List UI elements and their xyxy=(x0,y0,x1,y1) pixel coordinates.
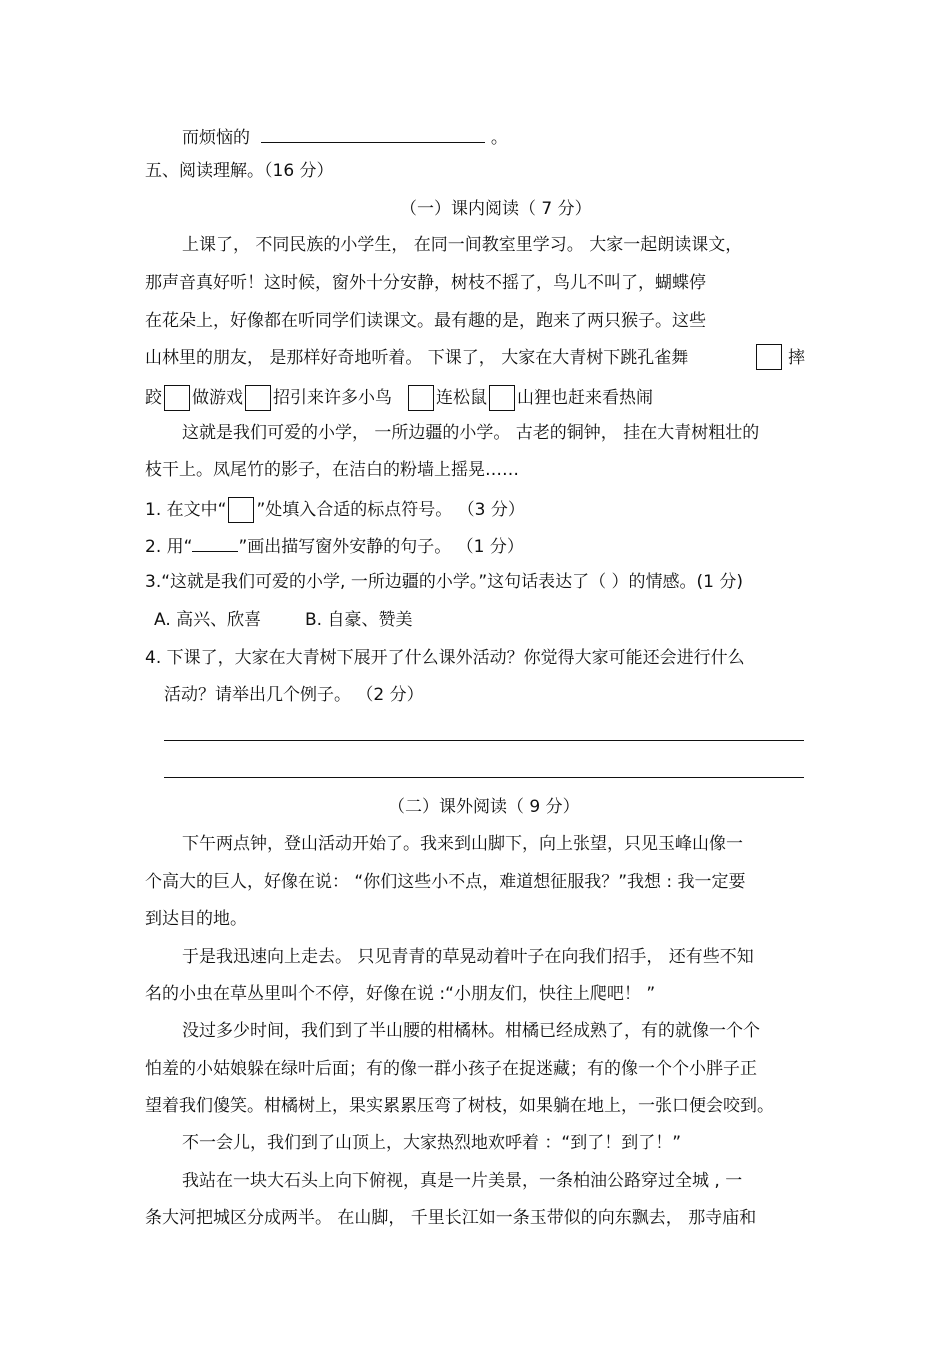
section-title: 五、阅读理解。（16 分） xyxy=(145,161,334,181)
reading2-heading: （二）课外阅读（ 9 分） xyxy=(388,797,580,817)
passage2-line: 望着我们傻笑。柑橘树上，果实累累压弯了树枝，如果躺在地上，一张口便会咬到。 xyxy=(145,1096,774,1116)
option-a[interactable]: A. 高兴、欣喜 xyxy=(154,610,262,630)
passage2-line: 不一会儿，我们到了山顶上，大家热烈地欢呼着 ：“到了！到了！” xyxy=(182,1133,682,1153)
question-text: ”画出描写窗外安静的句子。 （1 分） xyxy=(238,537,524,557)
passage2-line: 我站在一块大石头上向下俯视，真是一片美景，一条柏油公路穿过全城 , 一 xyxy=(182,1171,743,1191)
passage2-line: 名的小虫在草丛里叫个不停，好像在说 :“小朋友们，快往上爬吧！ ” xyxy=(145,984,656,1004)
question-4-cont: 活动？请举出几个例子。 （2 分） xyxy=(164,685,424,705)
passage1-line-end: 摔 xyxy=(788,348,805,368)
passage2-line: 个高大的巨人，好像在说： “你们这些小不点，难道想征服我？”我想 : 我一定要 xyxy=(145,872,746,892)
question-text: 2. 用“ xyxy=(145,537,193,557)
passage1-text: 招引来许多小鸟 xyxy=(273,388,392,408)
punctuation-box[interactable] xyxy=(756,344,782,370)
option-b[interactable]: B. 自豪、赞美 xyxy=(305,610,413,630)
answer-line[interactable] xyxy=(164,740,804,741)
question-text: ”处填入合适的标点符号。 （3 分） xyxy=(256,500,525,520)
answer-line[interactable] xyxy=(164,777,804,778)
question-3: 3.“这就是我们可爱的小学, 一所边疆的小学。”这句话表达了（ ）的情感。(1 分) xyxy=(145,572,744,592)
question-4: 4. 下课了，大家在大青树下展开了什么课外活动？你觉得大家可能还会进行什么 xyxy=(145,648,745,668)
reading1-heading: （一）课内阅读（ 7 分） xyxy=(400,199,592,219)
passage2-line: 没过多少时间，我们到了半山腰的柑橘林。柑橘已经成熟了，有的就像一个个 xyxy=(182,1021,760,1041)
passage2-line: 下午两点钟，登山活动开始了。我来到山脚下，向上张望，只见玉峰山像一 xyxy=(182,834,743,854)
passage1-line-5 xyxy=(145,385,653,411)
passage2-line: 条大河把城区分成两半。 在山脚， 千里长江如一条玉带似的向东飘去， 那寺庙和 xyxy=(145,1208,757,1228)
passage1-text: 山狸也赶来看热闹 xyxy=(517,388,653,408)
passage1-line: 在花朵上，好像都在听同学们读课文。最有趣的是，跑来了两只猴子。这些 xyxy=(145,311,706,331)
underline-sample xyxy=(192,535,238,552)
question-1 xyxy=(145,497,525,523)
passage1-text: 做游戏 xyxy=(192,388,243,408)
passage1-line: 这就是我们可爱的小学， 一所边疆的小学。 古老的铜钟， 挂在大青树粗壮的 xyxy=(182,423,760,443)
passage1-line: 山林里的朋友， 是那样好奇地听着。 下课了， 大家在大青树下跳孔雀舞 xyxy=(145,348,689,368)
passage1-text: 跤 xyxy=(145,388,162,408)
passage1-line: 上课了， 不同民族的小学生， 在同一间教室里学习。 大家一起朗读课文， xyxy=(182,235,743,255)
question-text: 1. 在文中“ xyxy=(145,500,227,520)
prev-question-text: 而烦恼的 xyxy=(182,128,250,148)
prev-question-tail xyxy=(182,126,508,148)
punctuation-box[interactable] xyxy=(489,385,515,411)
passage1-line: 枝干上。凤尾竹的影子，在洁白的粉墙上摇晃…… xyxy=(145,460,519,480)
punctuation-box[interactable] xyxy=(164,385,190,411)
passage1-text: 连松鼠 xyxy=(436,388,487,408)
punctuation-box-example xyxy=(228,497,254,523)
prev-question-period: 。 xyxy=(490,128,508,148)
passage2-line: 到达目的地。 xyxy=(145,909,247,929)
punctuation-box[interactable] xyxy=(408,385,434,411)
passage1-line: 那声音真好听！这时候，窗外十分安静，树枝不摇了，鸟儿不叫了，蝴蝶停 xyxy=(145,273,706,293)
answer-blank[interactable] xyxy=(261,126,485,143)
passage2-line: 于是我迅速向上走去。 只见青青的草晃动着叶子在向我们招手， 还有些不知 xyxy=(182,947,754,967)
passage2-line: 怕羞的小姑娘躲在绿叶后面；有的像一群小孩子在捉迷藏；有的像一个个小胖子正 xyxy=(145,1059,757,1079)
punctuation-box[interactable] xyxy=(245,385,271,411)
question-2 xyxy=(145,535,524,557)
